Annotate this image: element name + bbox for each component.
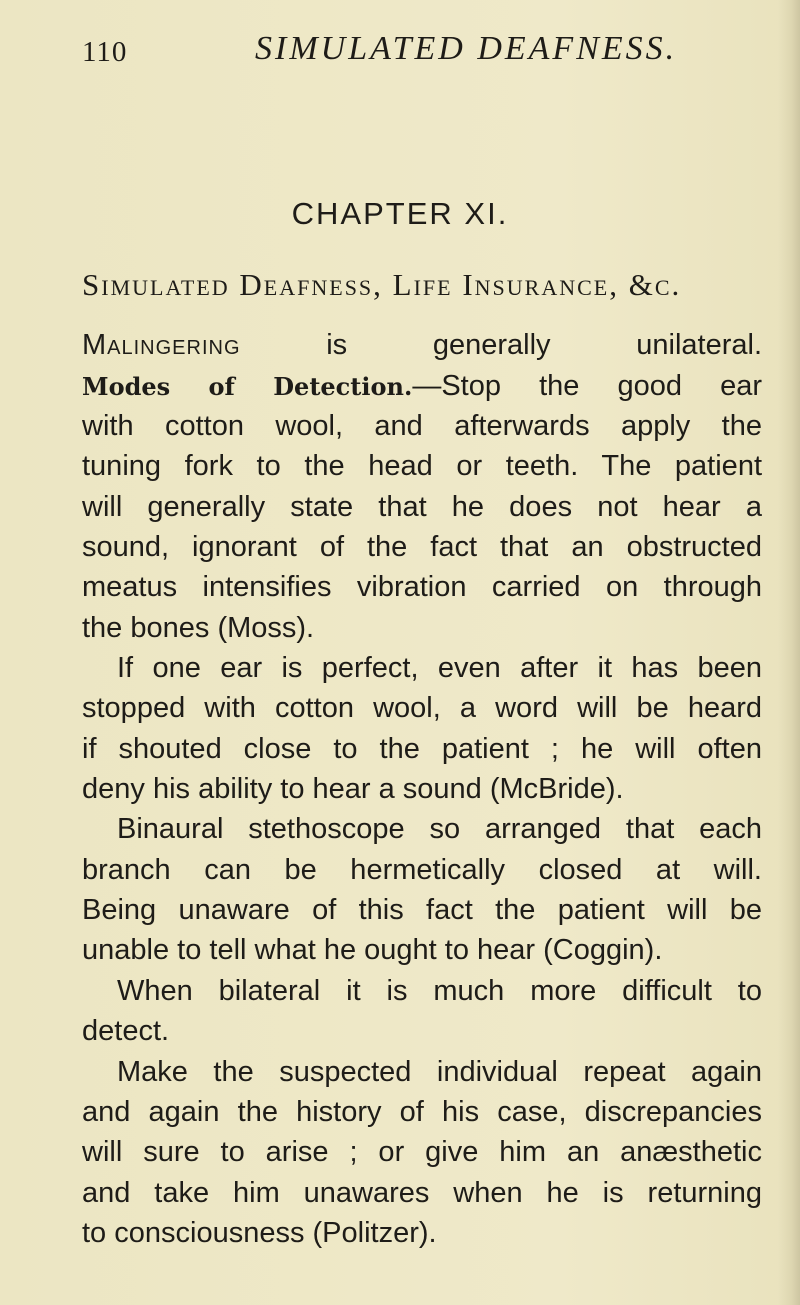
text-line: deny his ability to hear a sound (McBride). xyxy=(82,773,624,805)
text-line: and take him unawares when he is returning xyxy=(82,1177,762,1209)
text-line: stopped with cotton wool, a word will be heard xyxy=(82,692,762,724)
text-line: sound, ignorant of the fact that an obstructed xyxy=(82,531,762,563)
text-line: unable to tell what he ought to hear (Coggin). xyxy=(82,934,663,966)
text-line: will generally state that he does not hear a xyxy=(82,491,762,523)
text-line: the bones (Moss). xyxy=(82,612,315,644)
text-line: to consciousness (Politzer). xyxy=(82,1217,437,1249)
text-line: If one ear is perfect, even after it has been xyxy=(117,652,762,684)
text-line: Make the suspected individual repeat again xyxy=(117,1056,762,1088)
text-line: Binaural stethoscope so arranged that each xyxy=(117,813,762,845)
text-line: When bilateral it is much more difficult to xyxy=(117,975,762,1007)
chapter-subtitle: Simulated Deafness, Life Insurance, &c. xyxy=(82,267,682,302)
text-line: Being unaware of this fact the patient will be xyxy=(82,894,762,926)
text-line: with cotton wool, and afterwards apply the xyxy=(82,410,762,442)
text-line: will sure to arise ; or give him an anæsthetic xyxy=(82,1136,762,1168)
text-line xyxy=(82,325,762,365)
page-number: 110 xyxy=(82,36,128,68)
text-line: and again the history of his case, discrepancies xyxy=(82,1096,762,1128)
text-line: if shouted close to the patient ; he will often xyxy=(82,733,762,765)
lead-small-caps: Malingering xyxy=(82,329,241,361)
text-line: tuning fork to the head or teeth. The patient xyxy=(82,450,762,482)
text-line: branch can be hermetically closed at will. xyxy=(82,854,762,886)
running-title: SIMULATED DEAFNESS. xyxy=(255,30,678,67)
line-text: —Stop the good ear xyxy=(412,370,763,402)
text-line: meatus intensifies vibration carried on through xyxy=(82,571,762,603)
text-line xyxy=(82,366,762,406)
text-line: detect. xyxy=(82,1015,170,1047)
line-text: is generally unilateral. xyxy=(240,329,762,361)
chapter-heading: CHAPTER XI. xyxy=(291,196,509,231)
section-lead-bold: Modes of Detection. xyxy=(82,372,413,401)
running-header xyxy=(0,30,800,80)
